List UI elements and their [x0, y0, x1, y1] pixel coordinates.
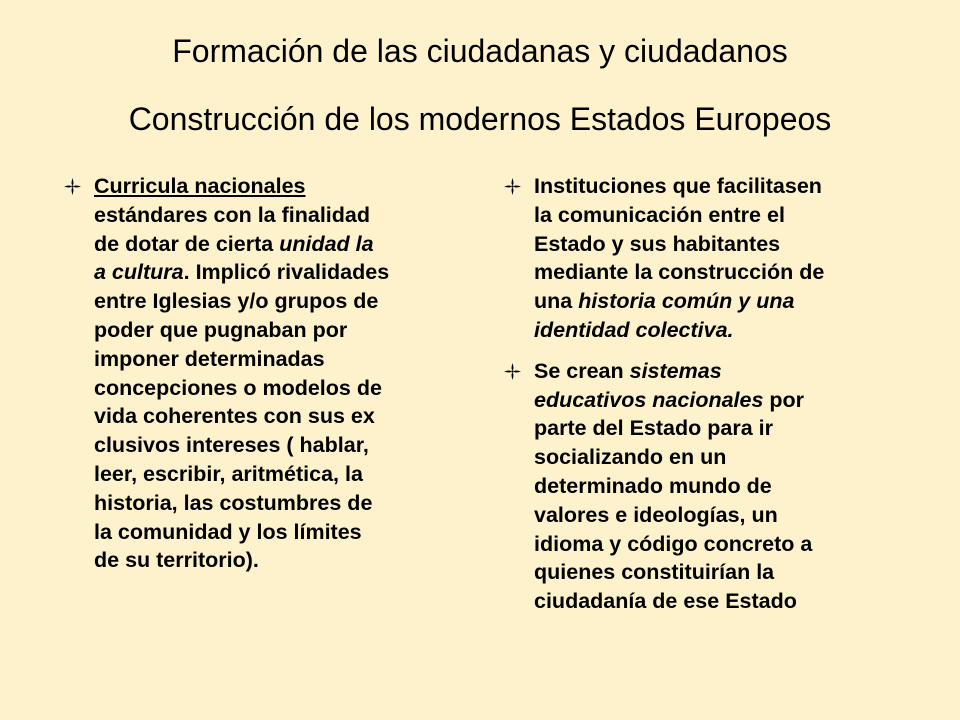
italic-span: unidad la [279, 231, 374, 256]
text-line: leer, escribir, aritmética, la [94, 461, 363, 486]
text-line: estándares con la finalidad [94, 202, 371, 227]
bullet-instituciones [500, 172, 910, 345]
text-line: mediante la construcción de [534, 260, 825, 285]
text-line: poder que pugnaban por [94, 317, 348, 342]
text-line: Estado y sus habitantes [534, 231, 781, 256]
diamond-fleuron-icon [504, 178, 521, 195]
right-column [500, 172, 910, 628]
text-line: Instituciones que facilitasen [534, 174, 822, 198]
text-span: por [763, 387, 805, 412]
slide-title [0, 32, 960, 138]
text-line: valores e ideologías, un [534, 502, 778, 527]
title-line-1: Formación de las ciudadanas y ciudadanos [172, 33, 788, 69]
text-line [94, 230, 470, 259]
text-line: clusivos intereses ( hablar, [94, 433, 369, 458]
text-line: idioma y código concreto a [534, 531, 813, 556]
italic-span: sistemas [629, 358, 722, 383]
text-span: Se crean [534, 358, 630, 383]
bullet-sistemas-educativos [500, 357, 910, 616]
title-line-2: Construcción de los modernos Estados Europeos [128, 101, 832, 137]
text-line: la comunicación entre el [534, 202, 785, 227]
text-line: vida coherentes con sus ex [94, 404, 375, 429]
text-line: determinado mundo de [534, 473, 772, 498]
text-line: socializando en un [534, 445, 727, 470]
italic-span: historia común y una [578, 289, 795, 314]
text-line: la comunidad y los límites [94, 519, 362, 544]
text-line [534, 357, 910, 386]
italic-span: educativos nacionales [534, 387, 764, 412]
diamond-fleuron-icon [64, 178, 81, 195]
text-line: ciudadanía de ese Estado [534, 589, 797, 614]
left-column [60, 172, 470, 587]
bullet-curricula [60, 172, 470, 575]
text-line: quienes constituirían la [534, 560, 775, 585]
text-span: . Implicó rivalidades [183, 260, 390, 285]
text-line [534, 287, 910, 316]
text-line: imponer determinadas [94, 346, 325, 371]
text-line: de su territorio). [94, 548, 259, 573]
italic-span: identidad colectiva. [534, 317, 734, 342]
text-line: concepciones o modelos de [94, 375, 382, 400]
text-span: una [534, 289, 579, 314]
text-line [534, 316, 910, 345]
text-line: entre Iglesias y/o grupos de [94, 289, 379, 314]
text-line [94, 258, 470, 287]
text-line: historia, las costumbres de [94, 490, 373, 515]
italic-span: a cultura [94, 260, 184, 285]
text-span: de dotar de cierta [94, 231, 280, 256]
text-line [534, 386, 910, 415]
diamond-fleuron-icon [504, 363, 521, 380]
text-line: Curricula nacionales [94, 174, 306, 198]
text-line: parte del Estado para ir [534, 416, 773, 441]
